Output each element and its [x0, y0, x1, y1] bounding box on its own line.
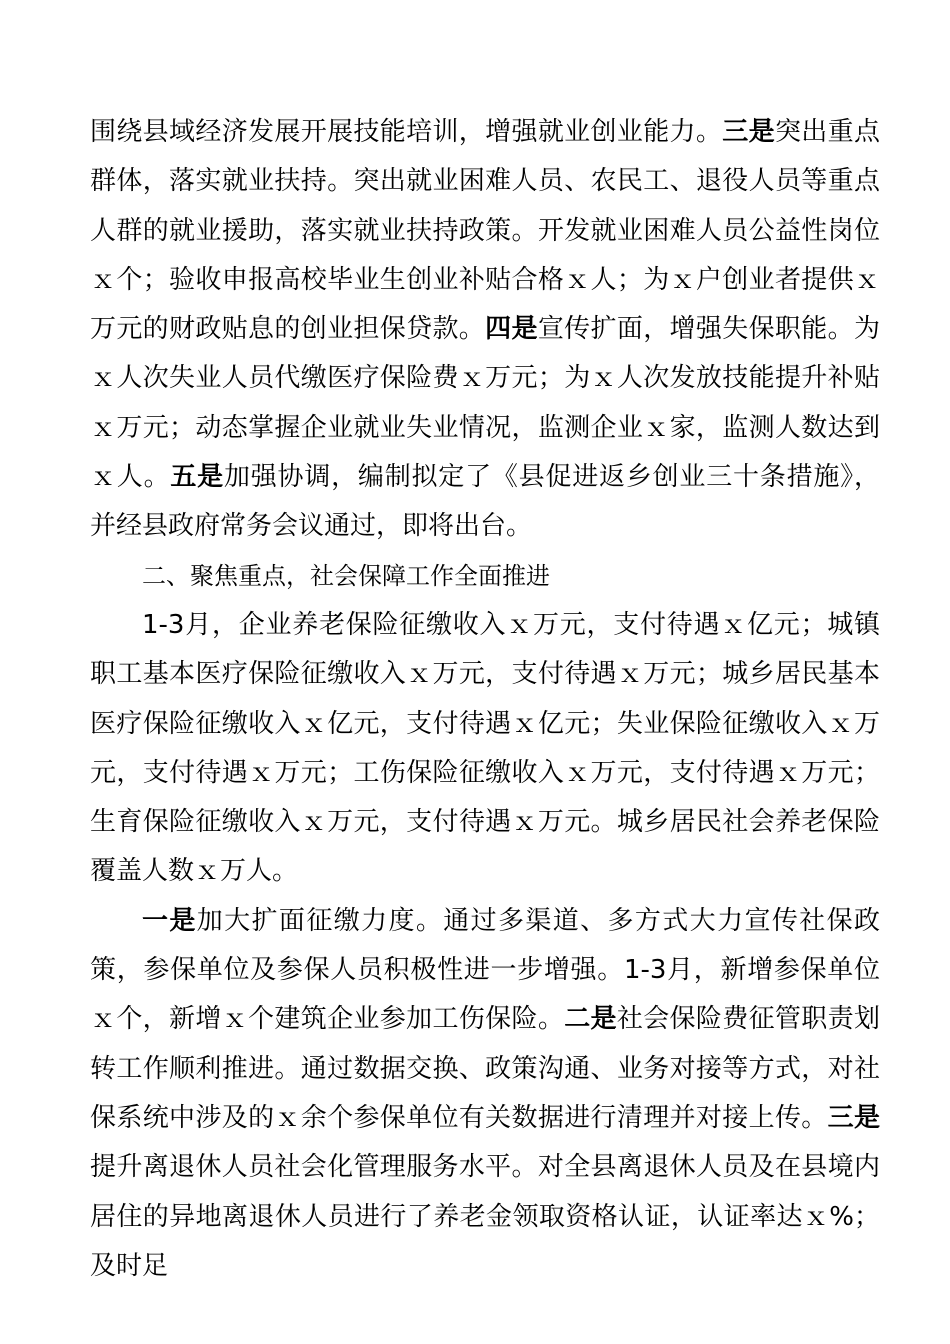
- section-heading: 二、聚焦重点，社会保障工作全面推进: [142, 561, 550, 590]
- text-segment: 加大扩面征缴力度。通过多渠道、多方式大力宣传社保政策，参保单位及参保人员积极性进一步增强。1-3月，新增参保单位ｘ个，新增ｘ个建筑企业参加工伤保险。: [90, 905, 880, 1035]
- text-segment: 加强协调，编制拟定了《县促进返乡创业三十条措施》，并经县政府常务会议通过，即将出台。: [90, 462, 880, 542]
- text-segment: 社会保险费征管职责划转工作顺利推进。通过数据交换、政策沟通、业务对接等方式，对社保系统中涉及的ｘ余个参保单位有关数据进行清理并对接上传。: [90, 1004, 880, 1133]
- text-segment: 宣传扩面，增强失保职能。为ｘ人次失业人员代缴医疗保险费ｘ万元；为ｘ人次发放技能提升补贴ｘ万元；动态掌握企业就业失业情况，监测企业ｘ家，监测人数达到ｘ人。: [90, 314, 880, 493]
- text-segment: 1-3月，企业养老保险征缴收入ｘ万元，支付待遇ｘ亿元；城镇职工基本医疗保险征缴收入ｘ万元，支付待遇ｘ万元；城乡居民基本医疗保险征缴收入ｘ亿元，支付待遇ｘ亿元；失业保险征缴收入ｘ万元，支付待遇ｘ万元；工伤保险征缴收入ｘ万元，支付待遇ｘ万元；生育保险征缴收入ｘ万元，支付待遇ｘ万元。城乡居民社会养老保险覆盖人数ｘ万人。: [90, 609, 880, 887]
- bold-lead-five: 五是: [170, 462, 224, 493]
- paragraph-employment-support: [90, 108, 880, 552]
- text-segment: 提升离退休人员社会化管理服务水平。对全县离退休人员及在县境内居住的异地离退休人员进行了养老金领取资格认证，认证率达ｘ%；及时足: [90, 1152, 880, 1281]
- text-segment: 围绕县域经济发展开展技能培训，增强就业创业能力。: [90, 117, 723, 147]
- bold-lead-one: 一是: [142, 905, 197, 936]
- bold-lead-three: 三是: [722, 117, 775, 147]
- bold-lead-two: 二是: [564, 1004, 617, 1035]
- paragraph-insurance-measures: [90, 897, 880, 1291]
- document-page: [90, 108, 880, 1291]
- text-segment: 突出重点群体，落实就业扶持。突出就业困难人员、农民工、退役人员等重点人群的就业援助，落实就业扶持政策。开发就业困难人员公益性岗位ｘ个；验收申报高校毕业生创业补贴合格ｘ人；为ｘ户创业者提供ｘ万元的财政贴息的创业担保贷款。: [90, 117, 880, 345]
- bold-lead-four: 四是: [485, 314, 538, 345]
- bold-lead-three: 三是: [827, 1102, 880, 1133]
- paragraph-insurance-figures: [90, 601, 880, 897]
